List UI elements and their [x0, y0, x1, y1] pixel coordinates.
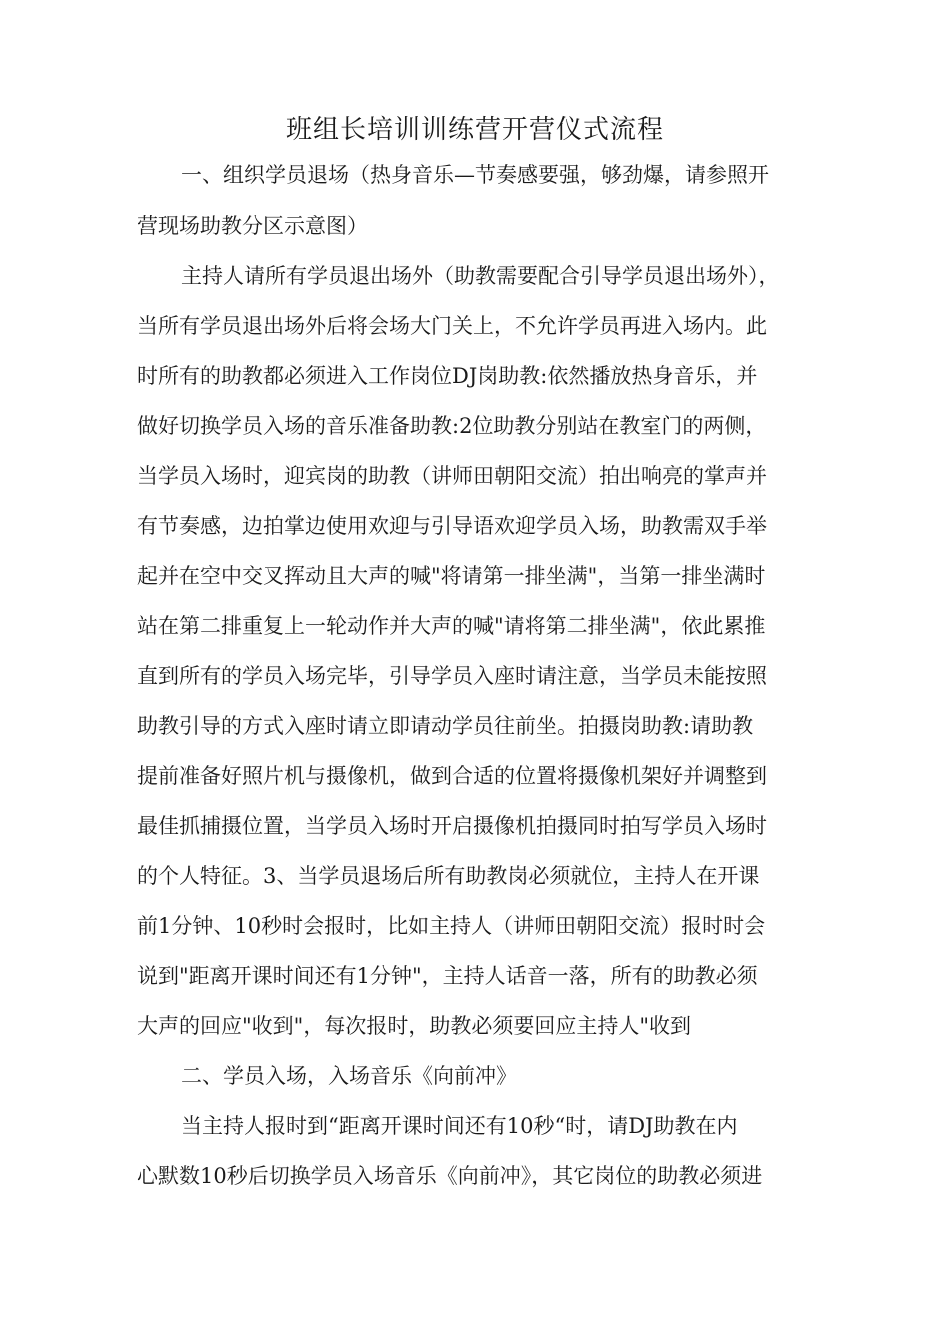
text-line: 起并在空中交叉挥动且大声的喊"将请第一排坐满"，当第一排坐满时: [137, 564, 766, 588]
text-line: 营现场助教分区示意图）: [137, 214, 368, 238]
text-line: 前1分钟、10秒时会报时，比如主持人（讲师田朝阳交流）报时时会: [137, 914, 766, 938]
text-line: 的个人特征。3、当学员退场后所有助教岗必须就位，主持人在开课: [137, 864, 760, 888]
text-line: 大声的回应"收到"，每次报时，助教必须要回应主持人"收到: [137, 1014, 691, 1038]
text-line: 助教引导的方式入座时请立即请动学员往前坐。拍摄岗助教:请助教: [137, 714, 754, 738]
paragraph-start: 当主持人报时到“距离开课时间还有10秒“时，请DJ助教在内: [181, 1114, 738, 1138]
text-line: 提前准备好照片机与摄像机，做到合适的位置将摄像机架好并调整到: [137, 764, 767, 788]
text-line: 直到所有的学员入场完毕，引导学员入座时请注意，当学员未能按照: [137, 664, 767, 688]
text-line: 最佳抓捕摄位置，当学员入场时开启摄像机拍摄同时拍写学员入场时: [137, 814, 767, 838]
text-line: 说到"距离开课时间还有1分钟"，主持人话音一落，所有的助教必须: [137, 964, 758, 988]
text-line: 心默数10秒后切换学员入场音乐《向前冲》，其它岗位的助教必须进: [137, 1164, 763, 1188]
section-heading-1: 一、组织学员退场（热身音乐—节奏感要强，够劲爆，请参照开: [181, 163, 769, 187]
text-line: 当学员入场时，迎宾岗的助教（讲师田朝阳交流）拍出响亮的掌声并: [137, 464, 767, 488]
document-title: 班组长培训训练营开营仪式流程: [285, 115, 664, 145]
text-line: 有节奏感，边拍掌边使用欢迎与引导语欢迎学员入场，助教需双手举: [137, 514, 767, 538]
text-line: 时所有的助教都必须进入工作岗位DJ岗助教:依然播放热身音乐，并: [137, 364, 758, 388]
text-line: 当所有学员退出场外后将会场大门关上，不允许学员再进入场内。此: [137, 314, 767, 338]
section-heading-2: 二、学员入场，入场音乐《向前冲》: [181, 1064, 517, 1088]
text-line: 做好切换学员入场的音乐准备助教:2位助教分别站在教室门的两侧，: [137, 414, 767, 438]
paragraph-start: 主持人请所有学员退出场外（助教需要配合引导学员退出场外），: [181, 264, 780, 288]
text-line: 站在第二排重复上一轮动作并大声的喊"请将第二排坐满"，依此累推: [137, 614, 766, 638]
